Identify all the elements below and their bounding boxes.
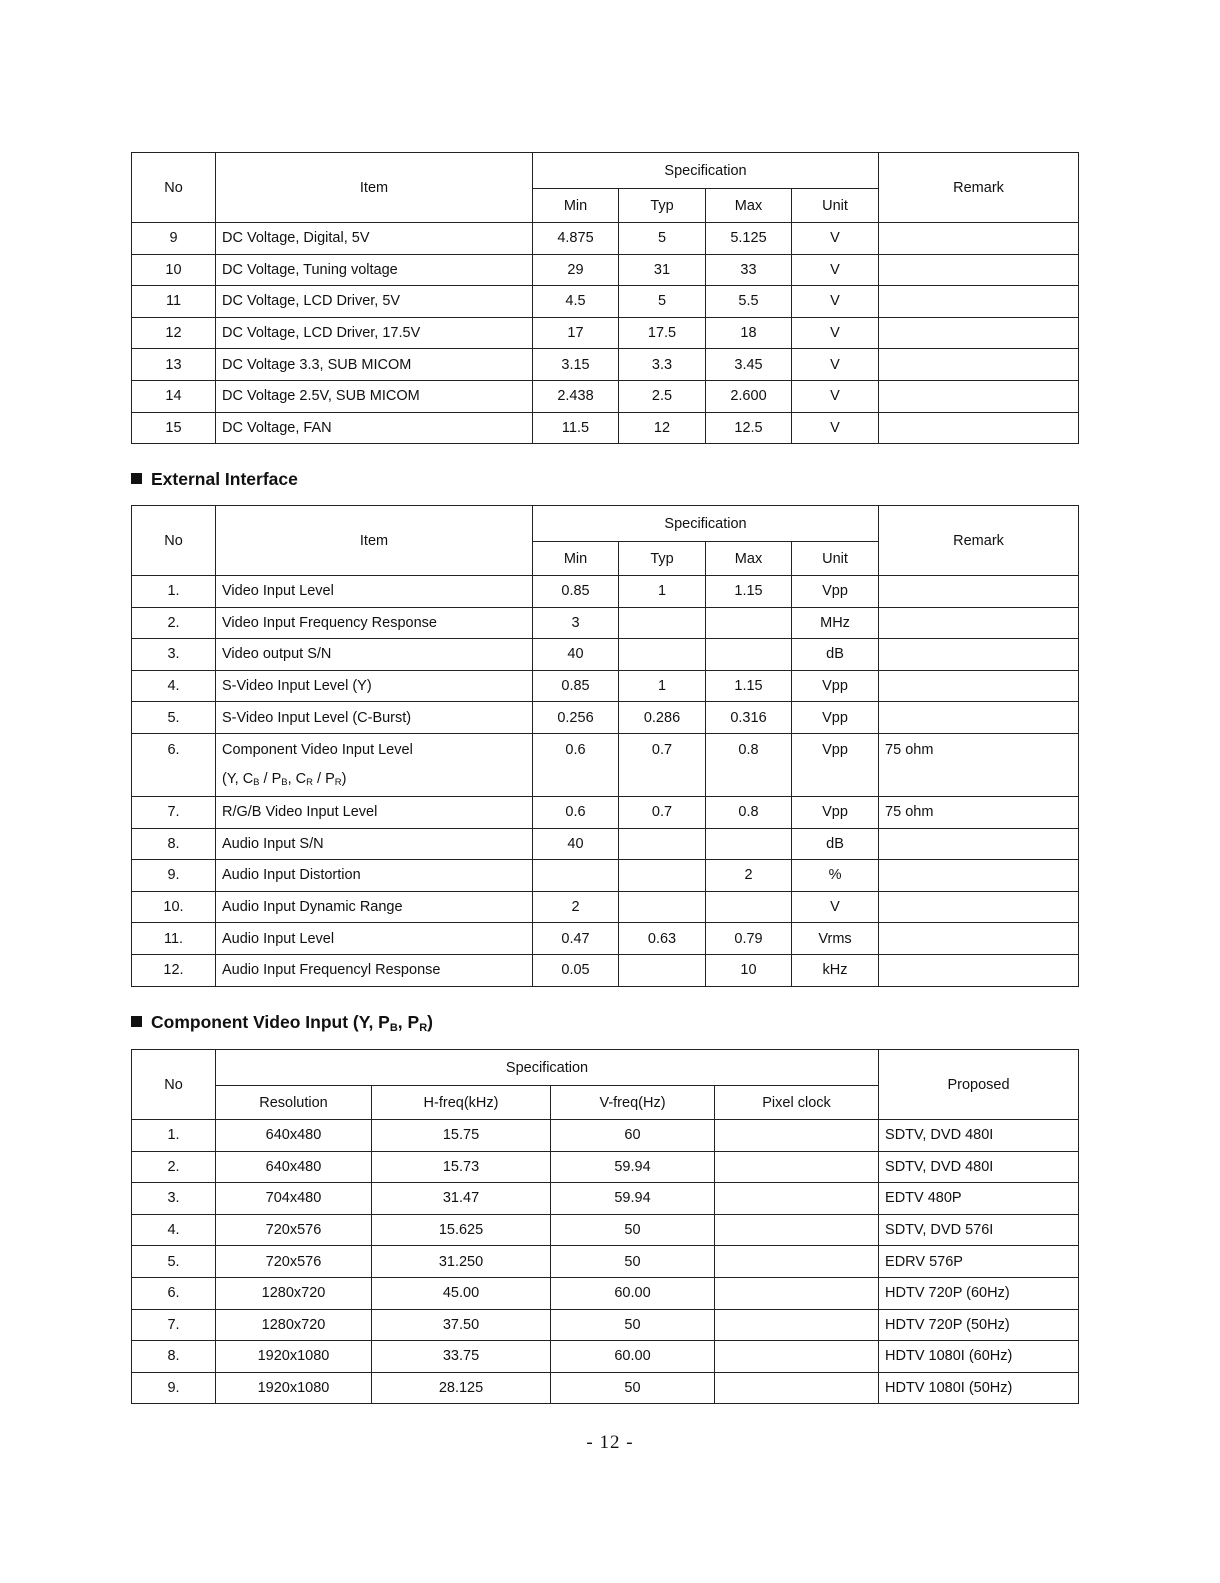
min-value: 4.875 — [533, 223, 619, 255]
section-title-text: External Interface — [151, 469, 298, 489]
subscript: B — [253, 776, 260, 788]
resolution-value: 1280x720 — [216, 1277, 372, 1309]
pixel-clock-value — [715, 1372, 879, 1404]
remark-value: 75 ohm — [879, 733, 1079, 796]
table-row — [132, 828, 1079, 860]
typ-value — [619, 607, 706, 639]
max-value: 33 — [706, 254, 792, 286]
table-row — [132, 317, 1079, 349]
min-value: 4.5 — [533, 286, 619, 318]
table-row — [132, 796, 1079, 828]
table-row — [132, 223, 1079, 255]
max-value: 0.316 — [706, 702, 792, 734]
typ-value: 2.5 — [619, 380, 706, 412]
row-number: 4. — [132, 1214, 216, 1246]
item-name-line2 — [222, 771, 526, 788]
unit-value: Vrms — [792, 923, 879, 955]
pixel-clock-value — [715, 1151, 879, 1183]
header-typ: Typ — [619, 542, 706, 576]
remark-value — [879, 223, 1079, 255]
header-specification: Specification — [533, 506, 879, 542]
header-unit: Unit — [792, 542, 879, 576]
typ-value: 12 — [619, 412, 706, 444]
header-max: Max — [706, 189, 792, 223]
remark-value — [879, 954, 1079, 986]
table-row — [132, 1341, 1079, 1373]
row-number: 6. — [132, 1277, 216, 1309]
remark-value — [879, 254, 1079, 286]
min-value: 0.47 — [533, 923, 619, 955]
remark-value — [879, 317, 1079, 349]
item-name: Audio Input Dynamic Range — [216, 891, 533, 923]
typ-value: 1 — [619, 576, 706, 608]
header-remark: Remark — [879, 153, 1079, 223]
table-row — [132, 954, 1079, 986]
typ-value: 0.63 — [619, 923, 706, 955]
row-number: 5. — [132, 702, 216, 734]
unit-value: Vpp — [792, 670, 879, 702]
header-max: Max — [706, 542, 792, 576]
min-value: 3 — [533, 607, 619, 639]
v-freq-value: 59.94 — [551, 1183, 715, 1215]
remark-value — [879, 607, 1079, 639]
item-text-part: (Y, C — [222, 770, 254, 787]
typ-value: 0.7 — [619, 733, 706, 796]
max-value: 12.5 — [706, 412, 792, 444]
table-row — [132, 254, 1079, 286]
table-row — [132, 1309, 1079, 1341]
row-number: 1. — [132, 576, 216, 608]
pixel-clock-value — [715, 1183, 879, 1215]
row-number: 3. — [132, 639, 216, 671]
item-text-part: ) — [341, 770, 347, 787]
resolution-value: 720x576 — [216, 1246, 372, 1278]
v-freq-value: 50 — [551, 1214, 715, 1246]
remark-value — [879, 412, 1079, 444]
v-freq-value: 60.00 — [551, 1341, 715, 1373]
h-freq-value: 31.47 — [372, 1183, 551, 1215]
min-value: 0.6 — [533, 796, 619, 828]
h-freq-value: 37.50 — [372, 1309, 551, 1341]
item-name: DC Voltage, LCD Driver, 5V — [216, 286, 533, 318]
row-number: 14 — [132, 380, 216, 412]
proposed-value: SDTV, DVD 480I — [879, 1151, 1079, 1183]
typ-value — [619, 639, 706, 671]
table-row — [132, 380, 1079, 412]
unit-value: V — [792, 891, 879, 923]
v-freq-value: 50 — [551, 1246, 715, 1278]
row-number: 4. — [132, 670, 216, 702]
header-min: Min — [533, 189, 619, 223]
section-title-component-video-input — [131, 1012, 433, 1034]
header-h-freq: H-freq(kHz) — [372, 1086, 551, 1120]
proposed-value: SDTV, DVD 480I — [879, 1120, 1079, 1152]
min-value: 40 — [533, 639, 619, 671]
v-freq-value: 50 — [551, 1372, 715, 1404]
row-number: 15 — [132, 412, 216, 444]
v-freq-value: 50 — [551, 1309, 715, 1341]
unit-value: MHz — [792, 607, 879, 639]
row-number: 9. — [132, 860, 216, 892]
h-freq-value: 45.00 — [372, 1277, 551, 1309]
table-row — [132, 639, 1079, 671]
remark-value — [879, 860, 1079, 892]
proposed-value: EDRV 576P — [879, 1246, 1079, 1278]
resolution-value: 640x480 — [216, 1151, 372, 1183]
max-value: 0.79 — [706, 923, 792, 955]
table-row — [132, 733, 1079, 796]
max-value — [706, 891, 792, 923]
typ-value — [619, 954, 706, 986]
typ-value: 5 — [619, 286, 706, 318]
pixel-clock-value — [715, 1246, 879, 1278]
remark-value — [879, 286, 1079, 318]
table-row — [132, 1372, 1079, 1404]
remark-value — [879, 891, 1079, 923]
item-name: Audio Input Distortion — [216, 860, 533, 892]
section-title-text: ) — [427, 1012, 433, 1032]
typ-value: 1 — [619, 670, 706, 702]
row-number: 2. — [132, 1151, 216, 1183]
item-name: Video Input Level — [216, 576, 533, 608]
proposed-value: HDTV 720P (60Hz) — [879, 1277, 1079, 1309]
min-value: 3.15 — [533, 349, 619, 381]
remark-value — [879, 923, 1079, 955]
h-freq-value: 15.73 — [372, 1151, 551, 1183]
section-title-text: Component Video Input (Y, P — [151, 1012, 390, 1032]
resolution-value: 720x576 — [216, 1214, 372, 1246]
header-pixel-clock: Pixel clock — [715, 1086, 879, 1120]
item-name: Audio Input S/N — [216, 828, 533, 860]
proposed-value: HDTV 720P (50Hz) — [879, 1309, 1079, 1341]
row-number: 12. — [132, 954, 216, 986]
unit-value: V — [792, 223, 879, 255]
max-value: 2.600 — [706, 380, 792, 412]
table-row — [132, 286, 1079, 318]
min-value: 2 — [533, 891, 619, 923]
subscript: R — [419, 1022, 428, 1034]
unit-value: Vpp — [792, 702, 879, 734]
h-freq-value: 31.250 — [372, 1246, 551, 1278]
row-number: 8. — [132, 1341, 216, 1373]
pixel-clock-value — [715, 1309, 879, 1341]
table-row — [132, 1214, 1079, 1246]
min-value: 0.05 — [533, 954, 619, 986]
row-number: 1. — [132, 1120, 216, 1152]
table-row — [132, 923, 1079, 955]
max-value — [706, 607, 792, 639]
unit-value: V — [792, 349, 879, 381]
remark-value — [879, 380, 1079, 412]
row-number: 3. — [132, 1183, 216, 1215]
component-video-input-table — [131, 1049, 1079, 1404]
proposed-value: HDTV 1080I (60Hz) — [879, 1341, 1079, 1373]
max-value: 1.15 — [706, 576, 792, 608]
max-value: 0.8 — [706, 796, 792, 828]
table-row — [132, 670, 1079, 702]
subscript: B — [389, 1022, 398, 1034]
max-value: 5.125 — [706, 223, 792, 255]
item-name: S-Video Input Level (C-Burst) — [216, 702, 533, 734]
table-row — [132, 1277, 1079, 1309]
header-min: Min — [533, 542, 619, 576]
remark-value — [879, 349, 1079, 381]
unit-value: Vpp — [792, 733, 879, 796]
unit-value: V — [792, 412, 879, 444]
remark-value — [879, 576, 1079, 608]
table-row — [132, 576, 1079, 608]
table-row — [132, 891, 1079, 923]
item-name: DC Voltage, Tuning voltage — [216, 254, 533, 286]
v-freq-value: 59.94 — [551, 1151, 715, 1183]
unit-value: V — [792, 317, 879, 349]
h-freq-value: 33.75 — [372, 1341, 551, 1373]
unit-value: V — [792, 254, 879, 286]
header-resolution: Resolution — [216, 1086, 372, 1120]
item-name: Video Input Frequency Response — [216, 607, 533, 639]
row-number: 12 — [132, 317, 216, 349]
external-interface-table — [131, 505, 1079, 987]
table-row — [132, 1183, 1079, 1215]
table-body — [132, 223, 1079, 444]
row-number: 5. — [132, 1246, 216, 1278]
resolution-value: 1280x720 — [216, 1309, 372, 1341]
square-bullet-icon — [131, 1016, 142, 1027]
max-value: 1.15 — [706, 670, 792, 702]
header-no: No — [132, 506, 216, 576]
typ-value: 5 — [619, 223, 706, 255]
max-value: 3.45 — [706, 349, 792, 381]
table-row — [132, 702, 1079, 734]
unit-value: dB — [792, 828, 879, 860]
item-name: R/G/B Video Input Level — [216, 796, 533, 828]
item-name: Audio Input Level — [216, 923, 533, 955]
max-value — [706, 639, 792, 671]
item-name: S-Video Input Level (Y) — [216, 670, 533, 702]
header-proposed: Proposed — [879, 1050, 1079, 1120]
min-value: 0.6 — [533, 733, 619, 796]
row-number: 10 — [132, 254, 216, 286]
typ-value: 0.7 — [619, 796, 706, 828]
proposed-value: SDTV, DVD 576I — [879, 1214, 1079, 1246]
min-value: 0.256 — [533, 702, 619, 734]
row-number: 7. — [132, 1309, 216, 1341]
unit-value: V — [792, 286, 879, 318]
square-bullet-icon — [131, 473, 142, 484]
row-number: 9. — [132, 1372, 216, 1404]
min-value: 40 — [533, 828, 619, 860]
row-number: 7. — [132, 796, 216, 828]
dc-voltage-spec-table — [131, 152, 1079, 444]
item-name-line1: Component Video Input Level — [222, 741, 413, 758]
row-number: 11. — [132, 923, 216, 955]
min-value: 0.85 — [533, 576, 619, 608]
section-title-external-interface — [131, 469, 298, 490]
item-name: DC Voltage 3.3, SUB MICOM — [216, 349, 533, 381]
row-number: 11 — [132, 286, 216, 318]
min-value: 17 — [533, 317, 619, 349]
max-value: 0.8 — [706, 733, 792, 796]
max-value: 10 — [706, 954, 792, 986]
max-value — [706, 828, 792, 860]
min-value: 11.5 — [533, 412, 619, 444]
resolution-value: 704x480 — [216, 1183, 372, 1215]
proposed-value: EDTV 480P — [879, 1183, 1079, 1215]
item-name: DC Voltage, LCD Driver, 17.5V — [216, 317, 533, 349]
unit-value: dB — [792, 639, 879, 671]
header-unit: Unit — [792, 189, 879, 223]
table-row — [132, 1120, 1079, 1152]
min-value: 0.85 — [533, 670, 619, 702]
row-number: 13 — [132, 349, 216, 381]
row-number: 2. — [132, 607, 216, 639]
header-no: No — [132, 1050, 216, 1120]
min-value: 2.438 — [533, 380, 619, 412]
remark-value — [879, 670, 1079, 702]
typ-value — [619, 828, 706, 860]
max-value: 2 — [706, 860, 792, 892]
row-number: 6. — [132, 733, 216, 796]
unit-value: kHz — [792, 954, 879, 986]
item-name: DC Voltage, Digital, 5V — [216, 223, 533, 255]
subscript: R — [306, 776, 314, 788]
item-text-part: / P — [259, 770, 282, 787]
v-freq-value: 60 — [551, 1120, 715, 1152]
header-specification: Specification — [216, 1050, 879, 1086]
remark-value — [879, 639, 1079, 671]
item-name — [216, 733, 533, 796]
header-typ: Typ — [619, 189, 706, 223]
typ-value — [619, 891, 706, 923]
table-row — [132, 349, 1079, 381]
row-number: 10. — [132, 891, 216, 923]
page-number: - 12 - — [586, 1432, 634, 1453]
pixel-clock-value — [715, 1120, 879, 1152]
h-freq-value: 28.125 — [372, 1372, 551, 1404]
typ-value: 31 — [619, 254, 706, 286]
row-number: 8. — [132, 828, 216, 860]
remark-value — [879, 828, 1079, 860]
item-text-part: / P — [313, 770, 335, 787]
table-row — [132, 860, 1079, 892]
header-item: Item — [216, 153, 533, 223]
unit-value: Vpp — [792, 576, 879, 608]
resolution-value: 640x480 — [216, 1120, 372, 1152]
resolution-value: 1920x1080 — [216, 1372, 372, 1404]
item-name: DC Voltage, FAN — [216, 412, 533, 444]
section-title-text: , P — [397, 1012, 420, 1032]
table-row — [132, 607, 1079, 639]
min-value — [533, 860, 619, 892]
item-name: Video output S/N — [216, 639, 533, 671]
h-freq-value: 15.75 — [372, 1120, 551, 1152]
remark-value — [879, 702, 1079, 734]
unit-value: Vpp — [792, 796, 879, 828]
table-row — [132, 1246, 1079, 1278]
row-number: 9 — [132, 223, 216, 255]
resolution-value: 1920x1080 — [216, 1341, 372, 1373]
header-remark: Remark — [879, 506, 1079, 576]
typ-value: 0.286 — [619, 702, 706, 734]
table-body — [132, 1120, 1079, 1404]
typ-value: 17.5 — [619, 317, 706, 349]
typ-value — [619, 860, 706, 892]
item-name: DC Voltage 2.5V, SUB MICOM — [216, 380, 533, 412]
pixel-clock-value — [715, 1214, 879, 1246]
remark-value: 75 ohm — [879, 796, 1079, 828]
h-freq-value: 15.625 — [372, 1214, 551, 1246]
subscript: B — [281, 776, 288, 788]
unit-value: % — [792, 860, 879, 892]
subscript: R — [334, 776, 342, 788]
min-value: 29 — [533, 254, 619, 286]
pixel-clock-value — [715, 1341, 879, 1373]
table-row — [132, 412, 1079, 444]
item-name: Audio Input Frequencyl Response — [216, 954, 533, 986]
max-value: 18 — [706, 317, 792, 349]
item-text-part: , C — [287, 770, 307, 787]
header-item: Item — [216, 506, 533, 576]
header-v-freq: V-freq(Hz) — [551, 1086, 715, 1120]
v-freq-value: 60.00 — [551, 1277, 715, 1309]
max-value: 5.5 — [706, 286, 792, 318]
header-specification: Specification — [533, 153, 879, 189]
table-body — [132, 576, 1079, 987]
table-row — [132, 1151, 1079, 1183]
unit-value: V — [792, 380, 879, 412]
typ-value: 3.3 — [619, 349, 706, 381]
pixel-clock-value — [715, 1277, 879, 1309]
proposed-value: HDTV 1080I (50Hz) — [879, 1372, 1079, 1404]
header-no: No — [132, 153, 216, 223]
